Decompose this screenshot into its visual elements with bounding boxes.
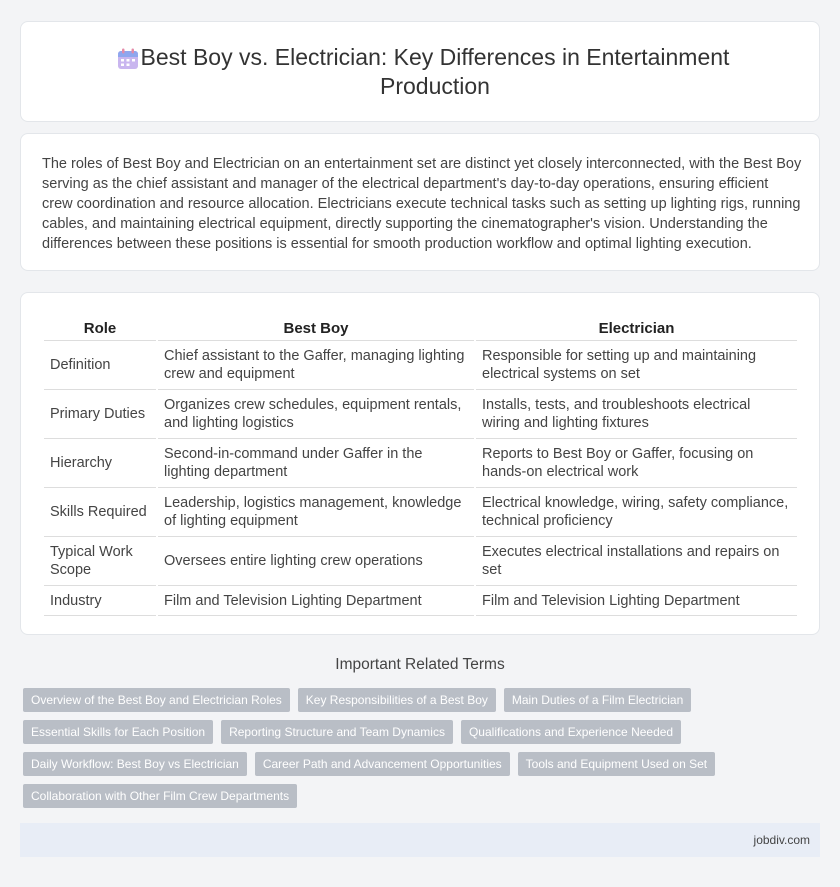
related-term-tag[interactable]: Essential Skills for Each Position [23,720,213,744]
header-role: Role [44,313,156,341]
best-boy-cell: Oversees entire lighting crew operations [158,537,474,586]
row-label: Hierarchy [44,439,156,488]
best-boy-cell: Chief assistant to the Gaffer, managing lighting crew and equipment [158,341,474,390]
related-term-tag[interactable]: Career Path and Advancement Opportunities [255,752,510,776]
best-boy-cell: Organizes crew schedules, equipment rentals, and lighting logistics [158,390,474,439]
footer-site-link[interactable]: jobdiv.com [753,833,810,847]
electrician-cell: Electrical knowledge, wiring, safety compliance, technical proficiency [476,488,797,537]
row-label: Skills Required [44,488,156,537]
page-title: Best Boy vs. Electrician: Key Differences in Entertainment Production [140,43,730,99]
header-electrician: Electrician [476,313,797,341]
header-best-boy: Best Boy [158,313,474,341]
related-term-tag[interactable]: Overview of the Best Boy and Electrician Roles [23,688,290,712]
related-term-tag[interactable]: Key Responsibilities of a Best Boy [298,688,496,712]
intro-paragraph: The roles of Best Boy and Electrician on an entertainment set are distinct yet closely interconnected, with the Best Boy serving as the chief assistant and manager of the electrical department's day-to-day operations, ensuring efficient crew coordination and resource allocation. Electricians execute technical tasks such as setting up lighting rigs, running cables, and maintaining electrical equipment, directly supporting the cinematographer's vision. Understanding the differences between these positions is essential for smooth production workflow and optimal lighting execution. [42,156,802,252]
table-header-row [44,313,797,341]
related-term-tag[interactable]: Reporting Structure and Team Dynamics [221,720,453,744]
related-term-tag[interactable]: Main Duties of a Film Electrician [504,688,691,712]
best-boy-cell: Film and Television Lighting Department [158,586,474,616]
intro-card [20,133,820,271]
related-terms-title: Important Related Terms [335,656,505,673]
table-row [44,439,797,488]
related-term-tag[interactable]: Tools and Equipment Used on Set [518,752,715,776]
electrician-cell: Responsible for setting up and maintaining electrical systems on set [476,341,797,390]
electrician-cell: Executes electrical installations and repairs on set [476,537,797,586]
row-label: Typical Work Scope [44,537,156,586]
comparison-table [42,313,799,616]
table-row [44,488,797,537]
related-term-tag[interactable]: Collaboration with Other Film Crew Departments [23,784,297,808]
table-row [44,537,797,586]
electrician-cell: Reports to Best Boy or Gaffer, focusing on hands-on electrical work [476,439,797,488]
best-boy-cell: Leadership, logistics management, knowledge of lighting equipment [158,488,474,537]
table-row [44,390,797,439]
electrician-cell: Film and Television Lighting Department [476,586,797,616]
row-label: Industry [44,586,156,616]
row-label: Definition [44,341,156,390]
header-card [20,21,820,122]
related-term-tag[interactable]: Qualifications and Experience Needed [461,720,681,744]
comparison-card [20,292,820,635]
row-label: Primary Duties [44,390,156,439]
table-row [44,341,797,390]
electrician-cell: Installs, tests, and troubleshoots electrical wiring and lighting fixtures [476,390,797,439]
related-term-tag[interactable]: Daily Workflow: Best Boy vs Electrician [23,752,247,776]
related-terms-list [23,688,813,808]
footer [20,823,820,857]
best-boy-cell: Second-in-command under Gaffer in the lighting department [158,439,474,488]
table-row [44,586,797,616]
